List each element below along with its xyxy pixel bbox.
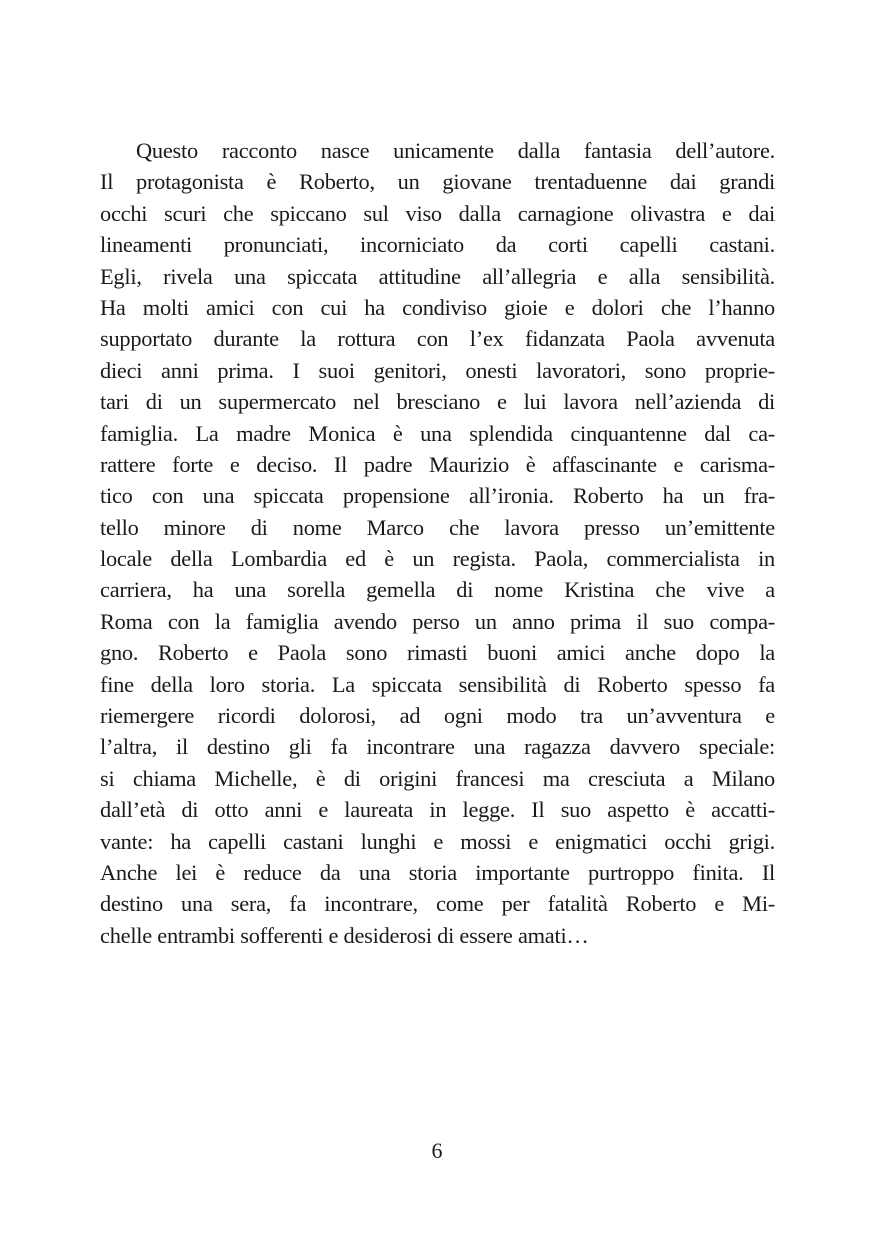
text-line: tico con una spiccata propensione all’ironia. Roberto ha un fra- [100, 483, 775, 509]
text-line: rattere forte e deciso. Il padre Maurizio è affascinante e carisma- [100, 451, 775, 477]
text-line: destino una sera, fa incontrare, come per fatalità Roberto e Mi- [100, 891, 775, 917]
text-line: si chiama Michelle, è di origini francesi ma cresciuta a Milano [100, 765, 775, 791]
text-line: famiglia. La madre Monica è una splendida cinquantenne dal ca- [100, 420, 775, 446]
text-line: Anche lei è reduce da una storia importante purtroppo finita. Il [100, 859, 775, 885]
text-line: dieci anni prima. I suoi genitori, onesti lavoratori, sono proprie- [100, 357, 775, 383]
text-line: vante: ha capelli castani lunghi e mossi e enigmatici occhi grigi. [100, 828, 775, 854]
text-line: riemergere ricordi dolorosi, ad ogni modo tra un’avventura e [100, 703, 775, 729]
text-line: Questo racconto nasce unicamente dalla fantasia dell’autore. [136, 138, 775, 163]
text-line: tari di un supermercato nel bresciano e lui lavora nell’azienda di [100, 389, 775, 415]
text-line: supportato durante la rottura con l’ex fidanzata Paola avvenuta [100, 326, 775, 352]
page-number: 6 [431, 1138, 443, 1163]
body-paragraph [100, 135, 775, 951]
text-line: Roma con la famiglia avendo perso un anno prima il suo compa- [100, 608, 775, 634]
text-line: occhi scuri che spiccano sul viso dalla carnagione olivastra e dai [100, 200, 775, 226]
text-line: Ha molti amici con cui ha condiviso gioie e dolori che l’hanno [100, 294, 775, 320]
text-line: locale della Lombardia ed è un regista. Paola, commercialista in [100, 546, 775, 572]
text-line: tello minore di nome Marco che lavora presso un’emittente [100, 514, 775, 540]
text-line: l’altra, il destino gli fa incontrare una ragazza davvero speciale: [100, 734, 775, 760]
text-line: chelle entrambi sofferenti e desiderosi di essere amati… [100, 922, 589, 948]
text-line: lineamenti pronunciati, incorniciato da corti capelli castani. [100, 232, 775, 258]
text-line: dall’età di otto anni e laureata in legge. Il suo aspetto è accatti- [100, 797, 775, 823]
text-line: Egli, rivela una spiccata attitudine all’allegria e alla sensibilità. [100, 263, 775, 289]
text-line: gno. Roberto e Paola sono rimasti buoni amici anche dopo la [100, 640, 775, 666]
text-line: Il protagonista è Roberto, un giovane trentaduenne dai grandi [100, 169, 775, 195]
text-line: carriera, ha una sorella gemella di nome Kristina che vive a [100, 577, 775, 603]
text-line: fine della loro storia. La spiccata sensibilità di Roberto spesso fa [100, 671, 775, 697]
